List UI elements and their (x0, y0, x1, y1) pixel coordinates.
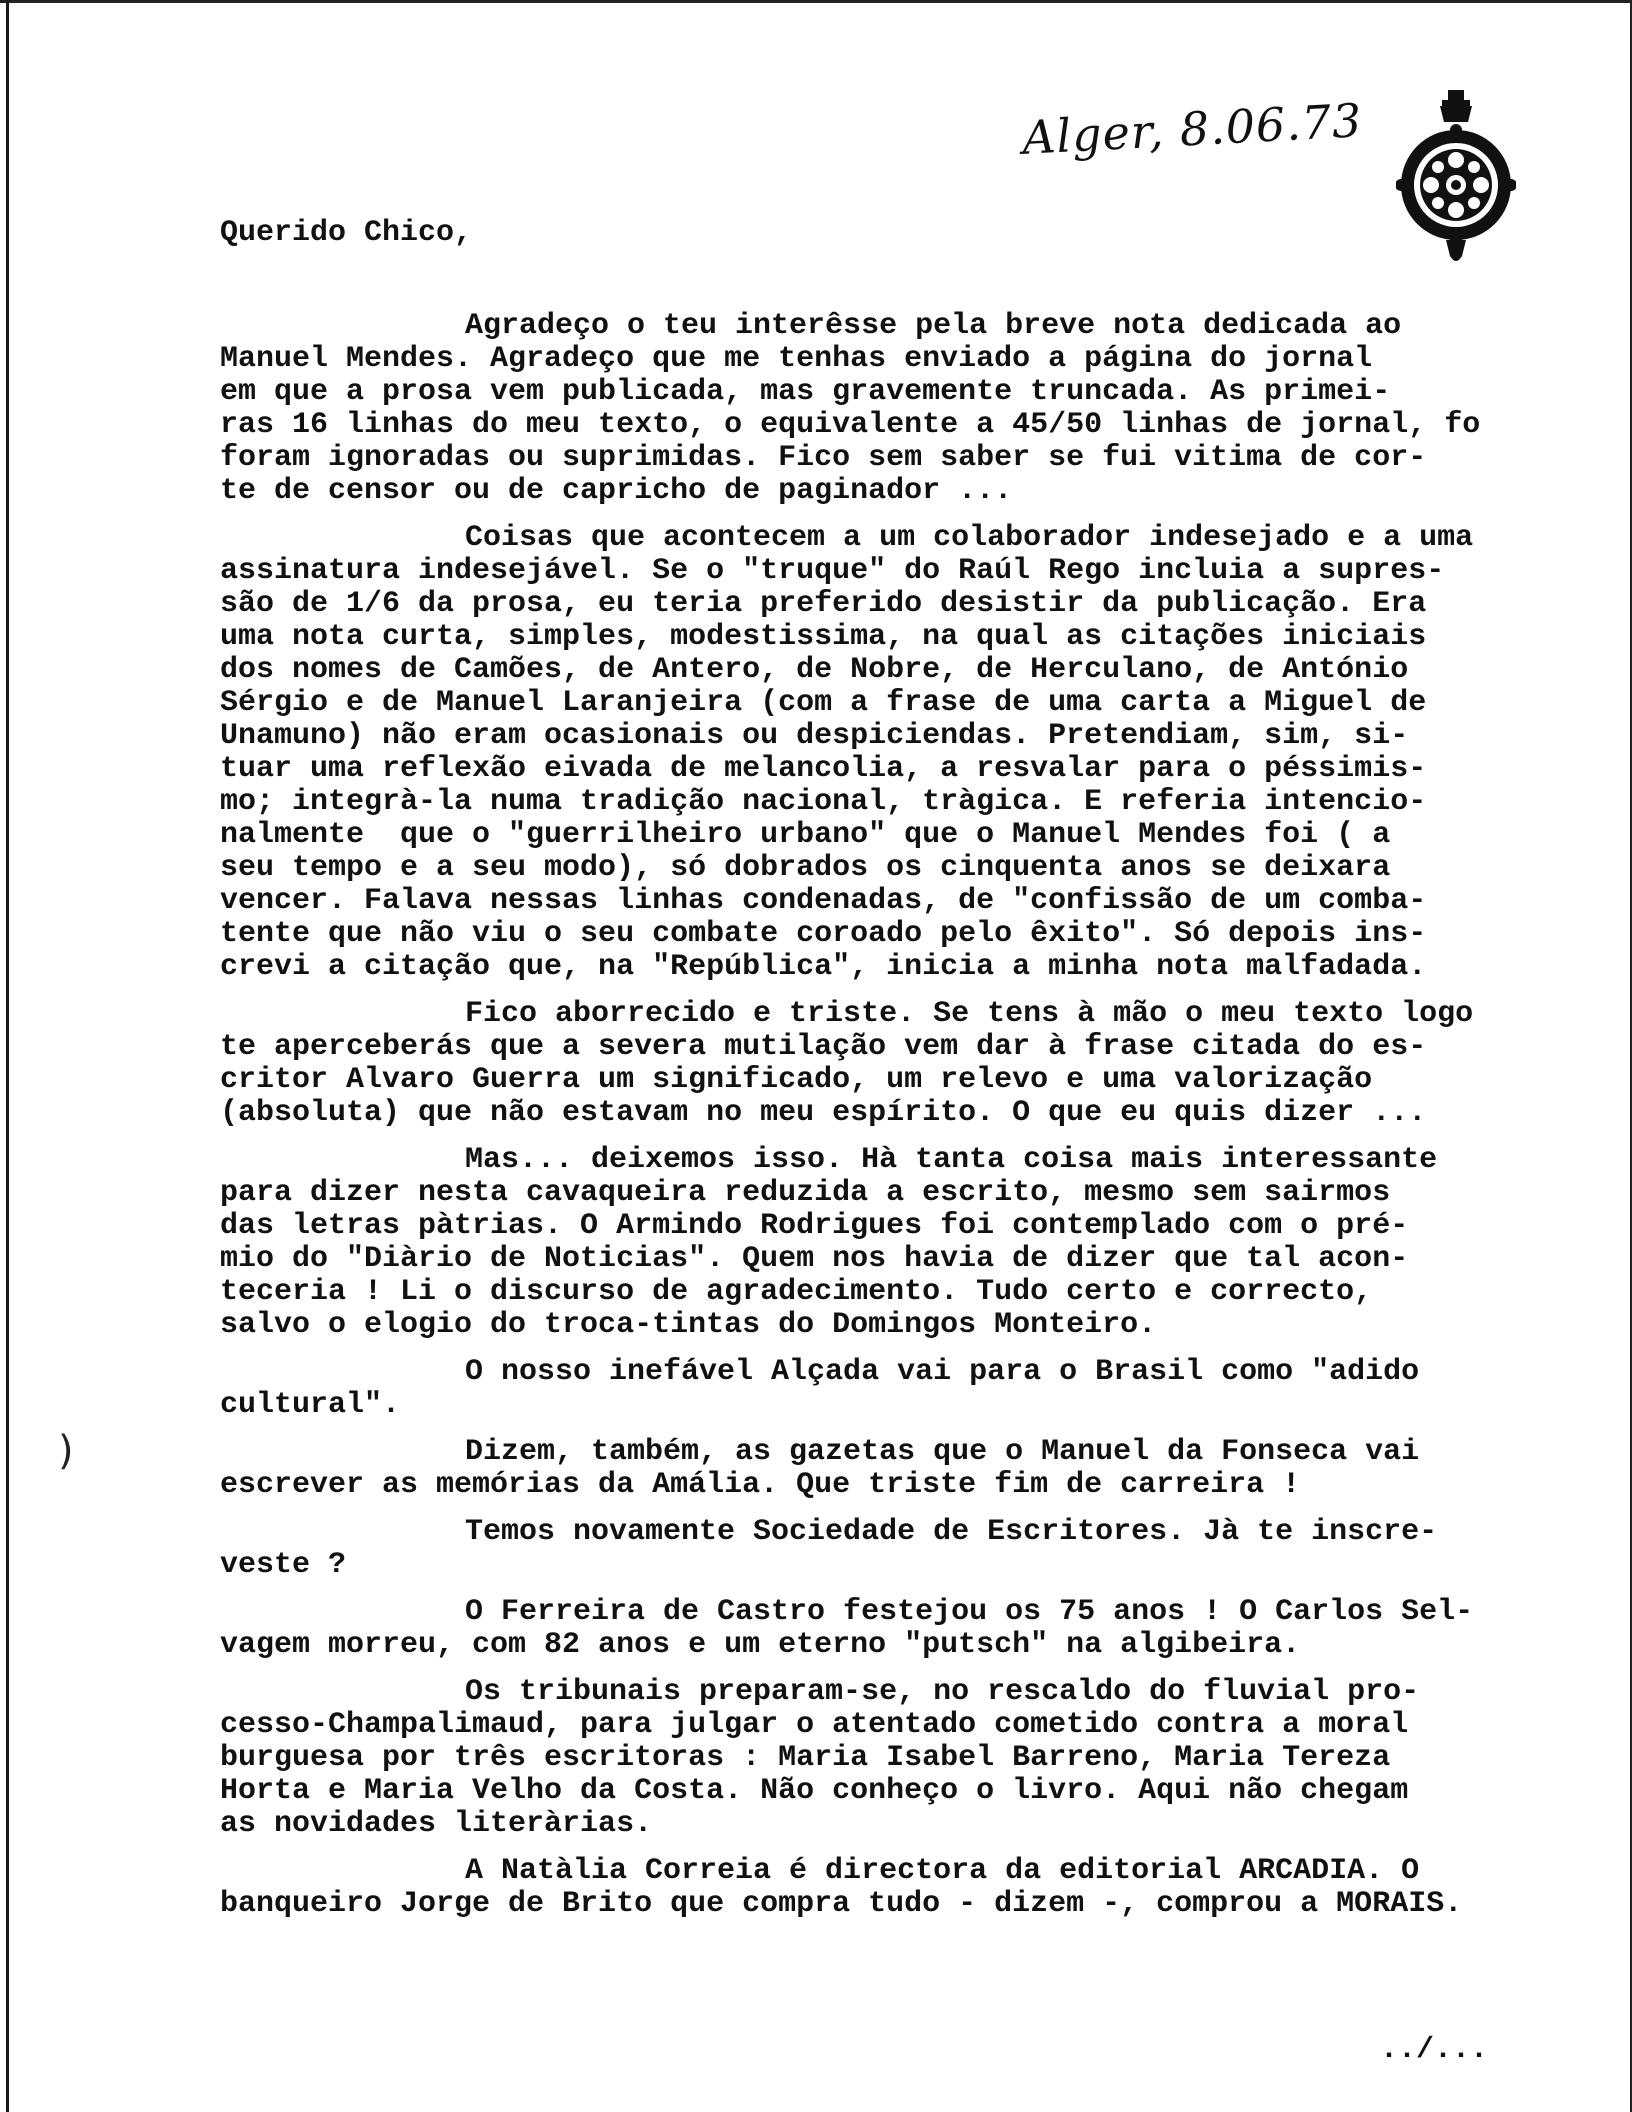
text-line: Sérgio e de Manuel Laranjeira (com a frase de uma carta a Miguel de (220, 686, 1427, 720)
text-line: para dizer nesta cavaqueira reduzida a escrito, mesmo sem sairmos (220, 1176, 1391, 1210)
text-line: Fico aborrecido e triste. Se tens à mão o meu texto logo (465, 997, 1474, 1031)
text-line: vagem morreu, com 82 anos e um eterno "putsch" na algibeira. (220, 1628, 1301, 1662)
text-line: escrever as memórias da Amália. Que triste fim de carreira ! (220, 1468, 1301, 1502)
text-line: O Ferreira de Castro festejou os 75 anos ! O Carlos Sel- (465, 1595, 1474, 1629)
continuation-mark: ../... (1380, 2033, 1489, 2067)
text-line: as novidades literàrias. (220, 1807, 653, 1841)
paragraph (220, 1596, 1620, 1662)
text-line: são de 1/6 da prosa, eu teria preferido desistir da publicação. Era (220, 587, 1427, 621)
text-line: Mas... deixemos isso. Hà tanta coisa mais interessante (465, 1143, 1438, 1177)
text-line: tuar uma reflexão eivada de melancolia, a resvalar para o péssimis- (220, 752, 1427, 786)
text-line: vencer. Falava nessas linhas condenadas, de "confissão de um comba- (220, 884, 1427, 918)
text-line: tente que não viu o seu combate coroado pelo êxito". Só depois ins- (220, 917, 1427, 951)
text-line: mio do "Diàrio de Noticias". Quem nos havia de dizer que tal acon- (220, 1242, 1409, 1276)
text-line: A Natàlia Correia é directora da editorial ARCADIA. O (465, 1854, 1420, 1888)
text-line: assinatura indesejável. Se o "truque" do Raúl Rego incluia a supres- (220, 554, 1445, 588)
paragraph (220, 1356, 1620, 1422)
text-line: seu tempo e a seu modo), só dobrados os cinquenta anos se deixara (220, 851, 1391, 885)
text-line: Coisas que acontecem a um colaborador indesejado e a uma (465, 521, 1474, 555)
paragraph (220, 1436, 1620, 1502)
text-line: Horta e Maria Velho da Costa. Não conheço o livro. Aqui não chegam (220, 1774, 1409, 1808)
text-line: dos nomes de Camões, de Antero, de Nobre, de Herculano, de António (220, 653, 1409, 687)
paragraph (220, 1144, 1620, 1342)
text-line: banqueiro Jorge de Brito que compra tudo - dizem -, comprou a MORAIS. (220, 1887, 1463, 1921)
salutation: Querido Chico, (220, 216, 473, 250)
paragraph (220, 1855, 1620, 1921)
text-line: crevi a citação que, na "República", inicia a minha nota malfadada. (220, 950, 1427, 984)
text-line: nalmente que o "guerrilheiro urbano" que o Manuel Mendes foi ( a (220, 818, 1391, 852)
handwritten-date: Alger, 8.06.73 (1020, 93, 1364, 165)
text-line: veste ? (220, 1548, 347, 1582)
text-line: Agradeço o teu interêsse pela breve nota dedicada ao (465, 309, 1402, 343)
text-line: das letras pàtrias. O Armindo Rodrigues foi contemplado com o pré- (220, 1209, 1409, 1243)
text-line: Unamuno) não eram ocasionais ou despiciendas. Pretendiam, sim, si- (220, 719, 1409, 753)
text-line: O nosso inefável Alçada vai para o Brasil como "adido (465, 1355, 1420, 1389)
paragraph (220, 1676, 1620, 1841)
text-line: em que a prosa vem publicada, mas gravemente truncada. As primei- (220, 375, 1391, 409)
paragraph (220, 522, 1620, 984)
letter-body (220, 310, 1620, 1935)
ornament-emblem-icon (1396, 90, 1516, 265)
text-line: cesso-Champalimaud, para julgar o atentado cometido contra a moral (220, 1708, 1409, 1742)
text-line: critor Alvaro Guerra um significado, um relevo e uma valorização (220, 1063, 1373, 1097)
text-line: te de censor ou de capricho de paginador ... (220, 474, 1013, 508)
text-line: salvo o elogio do troca-tintas do Domingos Monteiro. (220, 1308, 1157, 1342)
scan-edge-top (0, 0, 1632, 3)
paragraph (220, 998, 1620, 1130)
text-line: te aperceberás que a severa mutilação vem dar à frase citada do es- (220, 1030, 1427, 1064)
text-line: uma nota curta, simples, modestissima, na qual as citações iniciais (220, 620, 1427, 654)
paragraph (220, 310, 1620, 508)
text-line: cultural". (220, 1388, 401, 1422)
scan-edge-left (6, 0, 9, 2112)
text-line: Os tribunais preparam-se, no rescaldo do fluvial pro- (465, 1675, 1420, 1709)
text-line: Temos novamente Sociedade de Escritores. Jà te inscre- (465, 1515, 1438, 1549)
text-line: foram ignoradas ou suprimidas. Fico sem saber se fui vitima de cor- (220, 441, 1427, 475)
text-line: Dizem, também, as gazetas que o Manuel da Fonseca vai (465, 1435, 1420, 1469)
text-line: burguesa por três escritoras : Maria Isabel Barreno, Maria Tereza (220, 1741, 1391, 1775)
text-line: teceria ! Li o discurso de agradecimento. Tudo certo e correcto, (220, 1275, 1373, 1309)
text-line: (absoluta) que não estavam no meu espírito. O que eu quis dizer ... (220, 1096, 1427, 1130)
text-line: mo; integrà-la numa tradição nacional, tràgica. E referia intencio- (220, 785, 1427, 819)
text-line: ras 16 linhas do meu texto, o equivalente a 45/50 linhas de jornal, fo (220, 408, 1481, 442)
paragraph (220, 1516, 1620, 1582)
text-line: Manuel Mendes. Agradeço que me tenhas enviado a página do jornal (220, 342, 1373, 376)
margin-mark: ) (58, 1428, 74, 1474)
